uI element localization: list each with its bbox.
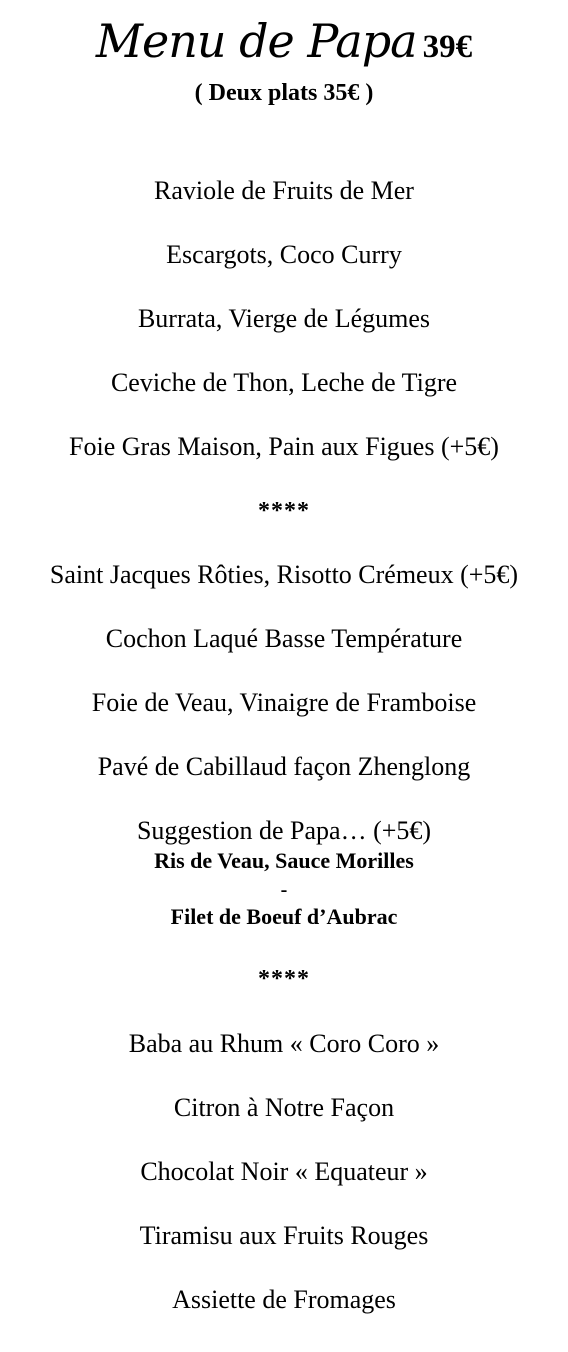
starter-item: Foie Gras Maison, Pain aux Figues (+5€) <box>69 432 499 461</box>
starter-item: Ceviche de Thon, Leche de Tigre <box>110 368 458 397</box>
suggestion-option: Filet de Boeuf d’Aubrac <box>170 904 398 929</box>
main-item-suggestion: Suggestion de Papa… (+5€) <box>136 816 432 845</box>
main-item: Saint Jacques Rôties, Risotto Crémeux (+5€) <box>49 560 519 589</box>
menu-title <box>0 14 568 78</box>
suggestion-divider: - <box>280 879 288 901</box>
dessert-item: Citron à Notre Façon <box>173 1093 395 1122</box>
suggestion-option: Ris de Veau, Sauce Morilles <box>154 848 414 873</box>
menu-price: 39€ <box>422 29 473 65</box>
course-separator: **** <box>258 966 310 992</box>
main-item: Pavé de Cabillaud façon Zhenglong <box>97 752 471 781</box>
menu-title-text: Menu de Papa <box>95 14 417 68</box>
starter-item: Burrata, Vierge de Légumes <box>137 304 431 333</box>
starter-item: Raviole de Fruits de Mer <box>154 176 414 205</box>
main-item: Cochon Laqué Basse Température <box>105 624 463 653</box>
dessert-item: Chocolat Noir « Equateur » <box>140 1157 428 1186</box>
course-separator: **** <box>258 498 310 524</box>
dessert-item: Tiramisu aux Fruits Rouges <box>139 1221 429 1250</box>
dessert-item: Baba au Rhum « Coro Coro » <box>128 1029 440 1058</box>
dessert-item: Assiette de Fromages <box>172 1285 396 1314</box>
main-item: Foie de Veau, Vinaigre de Framboise <box>91 688 477 717</box>
menu-subtitle: ( Deux plats 35€ ) <box>194 80 374 106</box>
starter-item: Escargots, Coco Curry <box>166 240 402 269</box>
